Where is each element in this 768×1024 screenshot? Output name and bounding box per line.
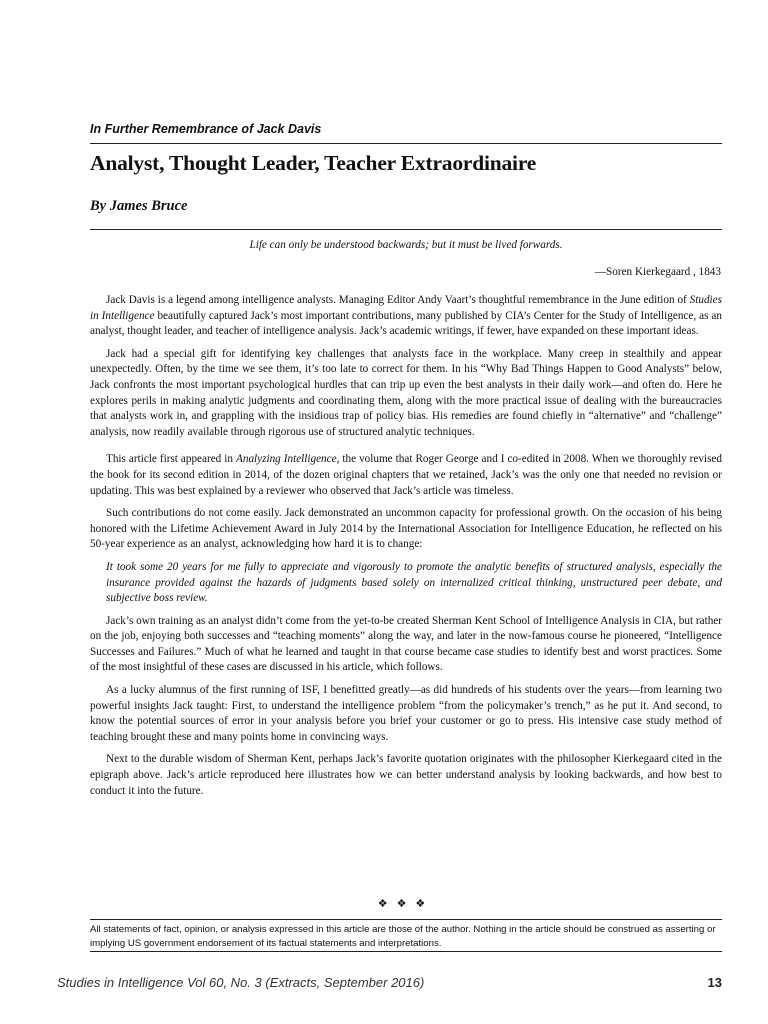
article-body	[90, 293, 722, 806]
section-ornament: ❖❖❖	[377, 898, 435, 910]
paragraph-3-part-b: , the volume that Roger George and I co-edited in 2008. When we thoroughly revised the book for its second edition in 2014, of the dozen original chapters that we retained, Jack’s was the only one that needed no revision or updating. This was best explained by a reviewer who observed that Jack’s article was timeless.	[90, 453, 722, 497]
disclaimer-bottom-rule	[90, 951, 722, 952]
book-title: Analyzing Intelligence	[236, 453, 337, 466]
paragraph-2: Jack had a special gift for identifying key challenges that analysts face in the workplace. Many creep in stealthily and appear unexpectedly. Often, by the time we see them, it’s too late to correct for them. In his “Why Bad Things Happen to Good Analysts” below, Jack confronts the most important psychological hurdles that can trip up even the best analysts in their daily work—and often do. Here he explores perils in making analytic judgments and coordinating them, along with the more practical issue of dealing with the bureaucracies that analysts work in, and grappling with the insidious trap of policy bias. His remedies are found chiefly in “alternative” and “challenge” analysis, now readily available through rigorous use of structured analytic techniques.	[90, 347, 722, 438]
paragraph-7: Next to the durable wisdom of Sherman Kent, perhaps Jack’s favorite quotation originates with the philosopher Kierkegaard cited in the epigraph above. Jack’s article reproduced here illustrates how we can better understand analysis by looking backwards, and how best to conduct it into the future.	[90, 753, 722, 797]
paragraph-6: As a lucky alumnus of the first running of ISF, I benefitted greatly—as did hundreds of his students over the years—from learning two powerful insights Jack taught: First, to understand the intelligence problem “from the policymaker’s trench,” as he put it. And second, to know the potential sources of error in your analysis before you brief your customer or go to press. His intensive case study method of teaching brought these and many points home in convincing ways.	[90, 684, 722, 743]
paragraph-3-part-a: This article first appeared in	[106, 453, 237, 466]
paragraph-4: Such contributions do not come easily. Jack demonstrated an uncommon capacity for professional growth. On the occasion of his being honored with the Lifetime Achievement Award in July 2014 by the International Association for Intelligence Education, he reflected on his 50-year experience as an analyst, acknowledging how hard it is to change:	[90, 507, 722, 551]
article-title: Analyst, Thought Leader, Teacher Extraordinaire	[90, 151, 537, 175]
epigraph-quote: Life can only be understood backwards; but it must be lived forwards.	[249, 239, 563, 251]
paragraph-1-part-a: Jack Davis is a legend among intelligence analysts. Managing Editor Andy Vaart’s thoughtful remembrance in the June edition of	[106, 294, 690, 306]
paragraph-5: Jack’s own training as an analyst didn’t come from the yet-to-be created Sherman Kent School of Intelligence Analysis in CIA, but rather on the job, enjoying both successes and “teaching moments” along the way, and later in the now-famous course he pioneered, “Intelligence Successes and Failures.” Much of what he learned and taught in that course became case studies to identify best and worst practices. Some of the most insightful of these cases are discussed in his article, which follows.	[90, 614, 722, 674]
paragraph-1-part-b: beautifully captured Jack’s most important contributions, many published by CIA’s Center for the Study of Intelligence, as an analyst, thought leader, and teacher of intelligence analysis. Jack’s academic writings, if fewer, have expanded on these important ideas.	[90, 309, 722, 338]
footer-publication: Studies in Intelligence Vol 60, No. 3 (Extracts, September 2016)	[57, 975, 425, 990]
disclaimer: All statements of fact, opinion, or analysis expressed in this article are those of the author. Nothing in the article should be construed as asserting or implying US government endorsement of its factual statements and interpretations.	[90, 924, 716, 949]
disclaimer-rule	[90, 919, 722, 920]
top-rule	[90, 143, 722, 144]
byline: By James Bruce	[90, 198, 188, 214]
publication-title: Studies in Intelligence	[90, 294, 722, 322]
section-kicker: In Further Remembrance of Jack Davis	[90, 122, 322, 136]
byline-rule	[90, 229, 722, 230]
paragraph-3	[90, 452, 722, 499]
paragraph-1	[90, 293, 722, 340]
epigraph-attribution: —Soren Kierkegaard , 1843	[594, 266, 721, 278]
block-quote: It took some 20 years for me fully to appreciate and vigorously to promote the analytic benefits of structured analysis, especially the insurance provided against the hazards of judgments based solely on internalized critical thinking, unstructured peer debate, and subjective boss review.	[106, 560, 722, 605]
page-number: 13	[707, 975, 722, 990]
